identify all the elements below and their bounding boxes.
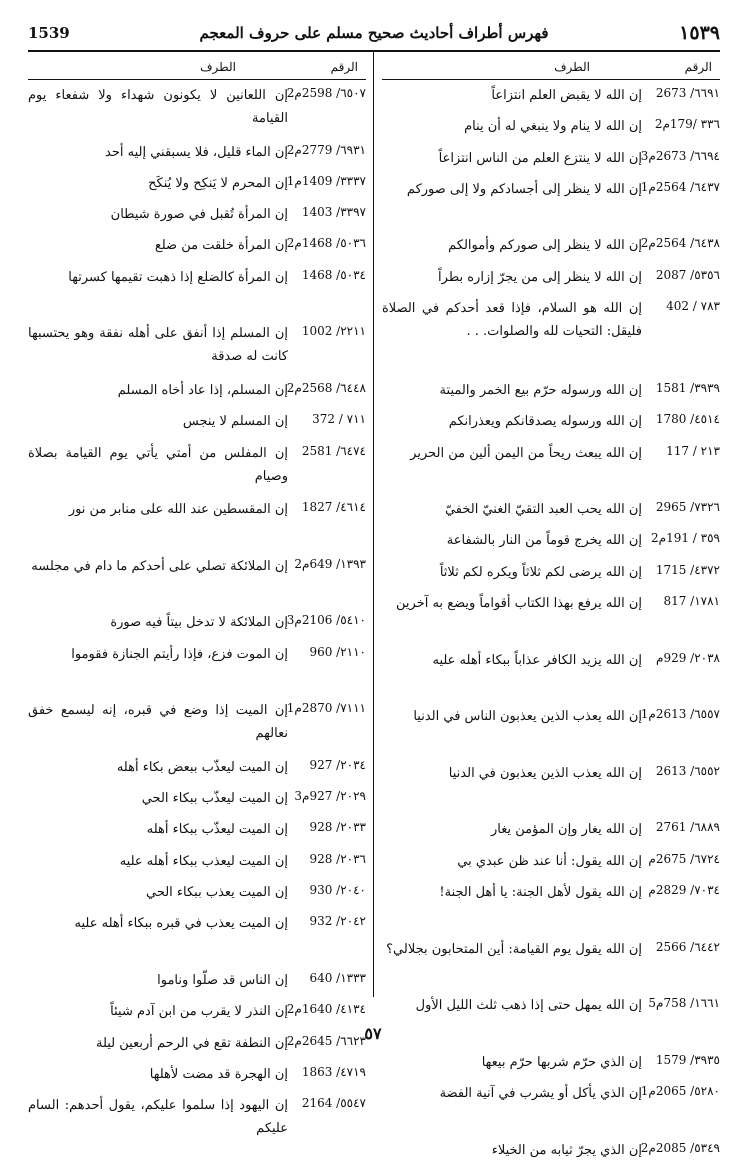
index-entry: [382, 1082, 720, 1139]
entry-text: إن الله لا ينام ولا ينبغي له أن ينام: [464, 119, 642, 135]
entry-text: إن الماء قليل، فلا يسبقني إليه أحد: [105, 144, 288, 160]
index-entry: [28, 1063, 366, 1094]
entry-text: إن الله يعذب الذين يعذبون الناس في الدنيا: [413, 709, 642, 725]
entry-number: ٦٩٣١/ 2779م2: [286, 142, 366, 157]
entry-number: ٥٠٣٤/ 1468: [301, 267, 366, 282]
right-column-entries: [382, 84, 720, 1170]
entry-number: ٧١١١/ 2870م1: [286, 701, 366, 716]
index-entry: [382, 379, 720, 410]
entry-text: إن الله لا يقبض العلم انتزاعاً: [491, 88, 642, 103]
entry-number: ٣٩٣٥/ 1579: [655, 1052, 720, 1067]
page-number-latin: 1539: [28, 24, 70, 42]
entry-text: إن الملائكة لا تدخل بيتاً فيه صورة: [110, 615, 288, 631]
index-entry: [28, 699, 366, 756]
entry-text: إن الله يرضى لكم ثلاثاً ويكره لكم ثلاثاً: [439, 564, 642, 580]
entry-text: إن الذي يجرّ ثيابه من الخيلاء: [491, 1142, 642, 1158]
index-entry: [28, 442, 366, 499]
index-entry: [382, 498, 720, 529]
right-column: [382, 57, 720, 1170]
entry-text: إن المسلم لا ينجس: [182, 414, 288, 430]
entry-number: ٦٥٠٧/ 2598م2: [286, 86, 366, 100]
entry-text: إن المقسطين عند الله على منابر من نور: [68, 502, 288, 518]
index-entry: [382, 938, 720, 995]
entry-number: ٢٠٣٨/ 929م: [656, 650, 720, 665]
index-entry: [28, 203, 366, 234]
index-entry: [28, 787, 366, 818]
running-title: فهرس أطراف أحاديث صحيح مسلم على حروف المعجم: [199, 24, 549, 42]
entry-text: إن الله يبعث ريحاً من اليمن ألين من الحرير: [410, 445, 642, 461]
entry-text: إن الله لا ينظر إلى أجسادكم ولا إلى صوركم: [406, 181, 642, 197]
entry-number: ٦٤٤٢/ 2566: [655, 939, 720, 954]
entry-number: ٦٨٨٩/ 2761: [655, 820, 720, 835]
index-entry: [28, 266, 366, 323]
entry-text: إن الله يقول: أنا عند ظن عبدي بي: [457, 853, 642, 869]
index-entry: [382, 442, 720, 499]
entry-text: إن المسلم، إذا عاد أخاه المسلم: [117, 382, 288, 398]
index-entry: [382, 297, 720, 379]
entry-text: إن الله هو السلام، فإذا قعد أحدكم في الصلاة فليقل: التحيات لله والصلوات. . .: [382, 301, 642, 340]
index-entry: [28, 379, 366, 410]
entry-text: إن الميت ليعذب ببكاء أهله عليه: [119, 853, 288, 869]
entry-number: ٥٠٣٦/ 1468م2: [286, 236, 366, 251]
entry-number: ٧٣٢٦/ 2965: [655, 500, 720, 515]
index-entry: [382, 529, 720, 560]
entry-text: إن الله يقول يوم القيامة: أين المتحابون بجلالي؟: [386, 941, 642, 957]
entry-number: ٣٥٩ / 191م2: [651, 531, 720, 546]
entry-text: إن المرأة تُقبل في صورة شيطان: [110, 207, 288, 223]
index-entry: [28, 141, 366, 172]
index-entry: [382, 84, 720, 115]
entry-number: ٧٠٣٤/ 2829م: [648, 883, 720, 898]
entry-text: إن النذر لا يقرب من ابن آدم شيئاً: [110, 1004, 288, 1020]
entry-number: ٦٤٧٤/ 2581: [301, 443, 366, 458]
entry-text: إن الملائكة تصلي على أحدكم ما دام في مجلسه: [31, 558, 288, 574]
entry-text: إن الله يخرج قوماً من النار بالشفاعة: [446, 533, 642, 549]
entry-text: إن الله ورسوله حرّم بيع الخمر والميتة: [439, 382, 642, 398]
column-header: [28, 57, 366, 79]
index-entry: [28, 410, 366, 441]
entry-text: إن الميت ليعذّب ببكاء أهله: [146, 822, 288, 838]
text-column-heading: الطرف: [554, 60, 590, 74]
index-entry: [28, 756, 366, 787]
index-entry: [382, 649, 720, 706]
number-column-heading: الرقم: [330, 60, 358, 74]
entry-number: ٦٤٤٨/ 2568م2: [286, 380, 366, 395]
entry-number: ٦٤٣٧/ 2564م1: [640, 179, 720, 194]
header-rule: [28, 50, 720, 52]
entry-text: إن الميت يعذب في قبره ببكاء أهله عليه: [74, 916, 288, 932]
entry-number: ٢٠٣٦/ 928: [309, 851, 366, 866]
entry-number: ٧٨٣ / 402: [666, 299, 720, 314]
entry-number: ٣٩٣٩/ 1581: [655, 380, 720, 395]
page-header: [28, 22, 720, 46]
index-entry: [382, 266, 720, 297]
entry-number: ٢٠٣٤/ 927: [309, 757, 366, 772]
entry-number: ٣٣٣٧/ 1409م1: [286, 173, 366, 188]
entry-text: إن الله يمهل حتى إذا ذهب ثلث الليل الأول: [415, 998, 642, 1014]
index-entry: [382, 705, 720, 762]
column-header-rule: [382, 79, 720, 80]
index-entry: [28, 850, 366, 881]
index-entry: [28, 555, 366, 612]
entry-number: ٧١١ / 372: [312, 412, 366, 427]
entry-text: إن الميت إذا وضع في قبره، إنه ليسمع خفق نعالهم: [28, 703, 288, 742]
entry-text: إن الله ورسوله يصدقانكم ويعذرانكم: [448, 414, 642, 430]
page-footer-number: ٥٧: [364, 1024, 382, 1043]
entry-number: ٥٣٤٩/ 2085م2: [640, 1140, 720, 1155]
index-entry: [382, 762, 720, 819]
entry-text: إن اليهود إذا سلموا عليكم، يقول أحدهم: السام عليكم: [28, 1098, 288, 1137]
entry-number: ٤٥١٤/ 1780: [655, 412, 720, 427]
entry-number: ٥٤١٠/ 2106م3: [286, 613, 366, 628]
entry-number: ٥٣٥٦/ 2087: [655, 267, 720, 282]
entry-text: إن المفلس من أمتي يأتي يوم القيامة بصلاة وصيام: [28, 445, 288, 484]
page-number-arabic: ١٥٣٩: [679, 22, 720, 44]
column-header-rule: [28, 79, 366, 80]
entry-number: ٦٧٢٤/ 2675م: [648, 851, 720, 866]
entry-text: إن المحرم لا يَنكِح ولا يُنكَح: [148, 175, 288, 191]
entry-number: ٣٣٦ /179م2: [654, 117, 720, 132]
entry-text: إن المسلم إذا أنفق على أهله نفقة وهو يحتسبها كانت له صدقة: [28, 326, 288, 365]
entry-number: ٦٦٩٤/ 2673م3: [640, 148, 720, 163]
entry-text: إن الله يعذب الذين يعذبون في الدنيا: [448, 765, 642, 781]
entry-number: ٥٥٤٧/ 2164: [301, 1096, 366, 1111]
index-entry: [382, 410, 720, 441]
index-entry: [28, 234, 366, 265]
index-entry: [28, 611, 366, 642]
entry-number: ٦٦٢٣/ 2645م2: [286, 1033, 366, 1048]
index-entry: [28, 818, 366, 849]
index-entry: [382, 234, 720, 265]
entry-number: ١٦٦١/ 758م5: [648, 996, 720, 1011]
index-entry: [382, 115, 720, 146]
index-entry: [382, 850, 720, 881]
entry-number: ٢١١٠/ 960: [309, 644, 366, 659]
entry-number: ٢٠٤٠/ 930: [309, 883, 366, 898]
entry-number: ٤١٣٤/ 1640م2: [286, 1002, 366, 1017]
index-entry: [382, 1051, 720, 1082]
entry-text: إن الموت فزع، فإذا رأيتم الجنازة فقوموا: [71, 646, 288, 662]
index-entry: [28, 1094, 366, 1151]
entry-number: ٥٢٨٠/ 2065م1: [640, 1084, 720, 1099]
entry-number: ٢٠٢٩/ 927م3: [294, 789, 366, 804]
left-column: [28, 57, 366, 1151]
index-entry: [382, 592, 720, 649]
entry-text: إن الله يحب العبد التقيّ الغنيّ الخفيّ: [444, 502, 642, 518]
left-column-entries: [28, 84, 366, 1151]
entry-text: إن المرأة خلقت من ضلع: [154, 238, 288, 254]
entry-number: ٦٦٩١/ 2673: [655, 86, 720, 100]
entry-number: ٤٧١٩/ 1863: [301, 1064, 366, 1079]
entry-text: إن الله لا ينظر إلى من يجرّ إزاره بطراً: [438, 269, 642, 285]
index-entry: [382, 818, 720, 849]
entry-text: إن الميت يعذب ببكاء الحي: [145, 885, 288, 901]
entry-text: إن اللعانين لا يكونون شهداء ولا شفعاء يوم القيامة: [28, 88, 288, 126]
entry-number: ٢١٣ / 117: [666, 443, 720, 458]
index-entry: [28, 912, 366, 969]
entry-text: إن الناس قد صلّوا وناموا: [157, 972, 288, 988]
index-entry: [28, 84, 366, 141]
number-column-heading: الرقم: [684, 60, 712, 74]
index-entry: [28, 881, 366, 912]
entry-text: إن الله يقول لأهل الجنة: يا أهل الجنة!: [439, 885, 642, 901]
entry-text: إن الله يرفع بهذا الكتاب أقواماً ويضع به آخرين: [396, 596, 642, 612]
entry-number: ١٧٨١/ 817: [663, 594, 720, 609]
entry-text: إن الله يزيد الكافر عذاباً ببكاء أهله عليه: [432, 652, 642, 668]
entry-number: ٢٠٤٢/ 932: [309, 914, 366, 929]
entry-text: إن الميت ليعذّب ببكاء الحي: [141, 791, 288, 807]
text-column-heading: الطرف: [200, 60, 236, 74]
index-entry: [382, 881, 720, 938]
index-entry: [28, 643, 366, 700]
entry-number: ٢٠٣٣/ 928: [309, 820, 366, 835]
entry-text: إن الذي يأكل أو يشرب في آنية الفضة: [439, 1086, 642, 1102]
entry-text: إن النطفة تقع في الرحم أربعين ليلة: [95, 1035, 288, 1051]
index-entry: [28, 498, 366, 555]
entry-text: إن الله لا ينظر إلى صوركم وأموالكم: [448, 238, 642, 254]
entry-number: ٤٣٧٢/ 1715: [655, 562, 720, 577]
index-entry: [28, 969, 366, 1000]
entry-text: إن الله يغار وإن المؤمن يغار: [490, 822, 642, 838]
entry-number: ١٣٩٣/ 649م2: [294, 556, 366, 571]
entry-text: إن المرأة كالضلع إذا ذهبت تقيمها كسرتها: [68, 269, 288, 285]
entry-number: ٦٥٥٢/ 2613: [655, 763, 720, 778]
entry-text: إن الذي حرّم شربها حرّم بيعها: [481, 1054, 642, 1070]
entry-number: ٣٣٩٧/ 1403: [301, 205, 366, 220]
column-divider: [373, 52, 374, 997]
entry-number: ١٣٣٣/ 640: [309, 970, 366, 985]
index-entry: [382, 1139, 720, 1170]
index-entry: [382, 561, 720, 592]
entry-number: ٤٦١٤/ 1827: [301, 500, 366, 515]
entry-number: ٦٤٣٨/ 2564م2: [640, 236, 720, 251]
entry-number: ٢٢١١/ 1002: [301, 324, 366, 339]
index-entry: [382, 147, 720, 178]
index-entry: [28, 172, 366, 203]
entry-text: إن الميت ليعذّب ببعض بكاء أهله: [116, 759, 288, 775]
entry-number: ٦٥٥٧/ 2613م1: [640, 707, 720, 722]
column-header: [382, 57, 720, 79]
entry-text: إن الهجرة قد مضت لأهلها: [149, 1066, 288, 1082]
index-entry: [382, 178, 720, 235]
index-entry: [28, 322, 366, 379]
entry-text: إن الله لا ينتزع العلم من الناس انتزاعاً: [438, 150, 642, 166]
